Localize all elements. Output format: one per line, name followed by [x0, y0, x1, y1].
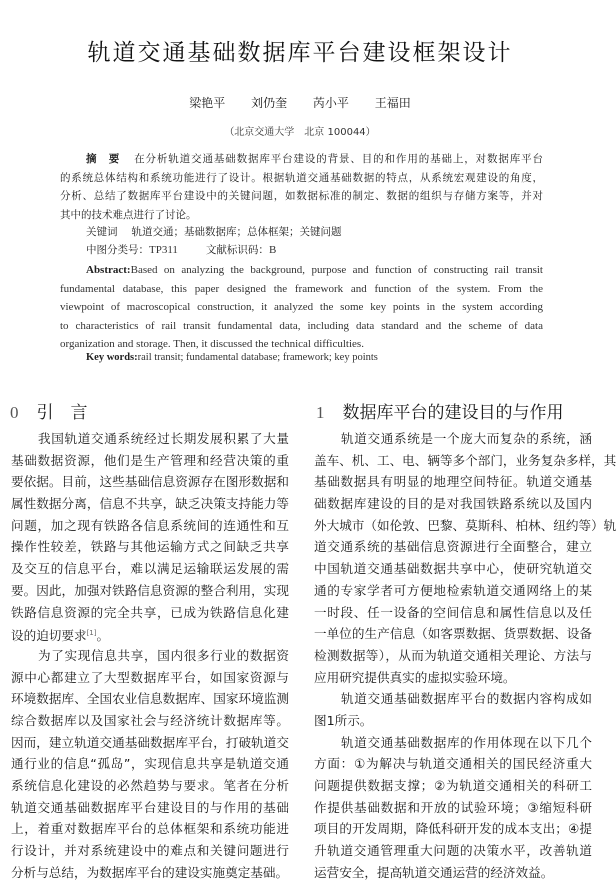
body-line: 系统信息化建设的必然趋势与要求。笔者在分析 [11, 778, 289, 793]
abstract-line: 的系统总体结构和系统功能进行了设计。根据轨道交通基础数据的特点，从系统宏观建设的角度， [60, 171, 543, 184]
keywords-en-value: rail transit; fundamental database; framework; key points [137, 352, 378, 363]
body-line: 中国轨道交通基础数据共享中心，使研究轨道交 [314, 561, 592, 577]
abstract-cn-label: 摘 要 [86, 153, 121, 165]
author: 刘仍奎 [251, 96, 288, 110]
body-line: 图1所示。 [314, 712, 373, 728]
body-line: 升轨道交通管理重大问题的决策水平，改善轨道 [314, 843, 592, 859]
clc-label: 中图分类号： [86, 244, 149, 256]
body-line: 综合数据库以及国家社会与经济统计数据库等。 [11, 712, 289, 728]
abstract-line: to characteristics of rail transit fundamental data, including data standard and the scheme of data [60, 319, 543, 332]
body-line: 方面：①为解决与轨道交通相关的国民经济重大 [314, 756, 592, 772]
author-list [0, 94, 600, 111]
body-line: 一单位的生产信息（如客票数据、货票数据、设备 [314, 626, 592, 642]
body-line: 设的迫切要求[1]。 [11, 628, 110, 644]
section-heading-purpose [316, 398, 564, 423]
abstract-line: 分析、总结了数据库平台建设中的关键问题，如数据标准的制定、数据的组织与存储方案等，并对 [60, 190, 543, 202]
abstract-line: organization and storage. Then, it discussed the technical difficulties. [60, 338, 364, 350]
body-line: 项目的开发周期，降低科研开发的成本支出；④提 [314, 821, 592, 837]
body-line: 基础数据具有明显的地理空间特征。轨道交通基 [314, 474, 592, 490]
author: 王福田 [374, 96, 411, 110]
keywords-cn [86, 224, 342, 239]
classification [86, 242, 276, 257]
abstract-line: fundamental database, this paper designed the framework and function of the system. From the [60, 282, 543, 295]
section-title: 数据库平台的建设目的与作用 [342, 403, 564, 423]
body-line: 因而，建立轨道交通基础数据库平台，打破轨道交 [11, 734, 289, 750]
keywords-cn-value: 轨道交通；基础数据库；总体框架；关键问题 [131, 226, 342, 238]
left-column [11, 428, 289, 880]
body-line: 轨道交通系统是一个庞大而复杂的系统，涵 [341, 431, 592, 446]
body-line: 我国轨道交通系统经过长期发展积累了大量 [38, 431, 289, 446]
section-number: 0 [10, 403, 19, 422]
abstract-en [60, 261, 543, 354]
citation-end: 。 [96, 628, 110, 644]
body-line: 检测数据等），从而为轨道交通相关理论、方法与 [314, 647, 592, 663]
body-line: 基础数据资源，他们是生产管理和经营决策的重 [11, 452, 289, 468]
body-line: 问题，加之现有铁路各信息系统间的连通性和互 [11, 517, 289, 533]
abstract-line: Based on analyzing the background, purpose and function of constructing rail transit [130, 264, 543, 276]
body-line: 应用研究提供真实的虚拟实验环境。 [314, 669, 516, 685]
keywords-en [86, 352, 378, 363]
body-line: 分析与总结，为数据库平台的建设实施奠定基础。 [11, 864, 289, 880]
paper-title: 轨道交通基础数据库平台建设框架设计 [87, 40, 513, 66]
body-line: 环境数据库、全国农业信息数据库、国家环境监测 [11, 691, 289, 707]
body-line: 通行业的信息“孤岛”，实现信息共享是轨道交通 [11, 756, 289, 772]
section-number: 1 [316, 403, 325, 422]
body-line: 外大城市（如伦敦、巴黎、莫斯科、柏林、纽约等）轨 [314, 517, 616, 533]
body-line: 础数据库建设的目的是对我国铁路系统以及国内 [314, 496, 592, 512]
body-line: 为了实现信息共享，国内很多行业的数据资 [38, 647, 289, 663]
abstract-cn [60, 150, 543, 224]
section-heading-introduction [10, 398, 88, 423]
doc-code-value: B [268, 244, 277, 256]
body-line: 属性数据分离，信息不共享，缺乏决策支持能力等 [11, 496, 289, 512]
doc-code-label: 文献标识码： [205, 244, 269, 256]
body-line: 要依据。目前，这些基础信息资源存在图形数据和 [11, 474, 289, 490]
abstract-line: 其中的技术难点进行了讨论。 [60, 208, 197, 221]
author: 梁艳平 [189, 96, 226, 110]
body-line: 轨道交通基础数据库平台建设目的与作用的基础 [11, 799, 289, 815]
body-line: 要。因此，加强对铁路信息资源的整合利用，实现 [11, 582, 289, 598]
clc-value: TP311 [149, 244, 178, 256]
body-line: 轨道交通基础数据库的作用体现在以下几个 [341, 734, 592, 750]
body-line: 盖车、机、工、电、辆等多个部门，业务复杂多样，其 [314, 452, 616, 468]
abstract-en-label: Abstract: [86, 264, 131, 276]
body-line: 通的专家学者可方便地检索轨道交通网络上的某 [314, 582, 592, 598]
body-line: 问题提供数据支撑；②为轨道交通相关的科研工 [314, 778, 592, 793]
abstract-line: viewpoint of macroscopical construction, it analyzed the some key points in the system according [60, 301, 543, 313]
affiliation: （北京交通大学 北京 100044） [224, 127, 376, 138]
body-line: 铁路信息资源的完全共享，已成为铁路信息化建 [11, 604, 289, 620]
body-line: 作提供基础数据和开放的试验环境；③缩短科研 [314, 799, 592, 815]
body-line: 轨道交通基础数据库平台的数据内容构成如 [341, 691, 592, 707]
body-line: 运营安全，提高轨道交通运营的经济效益。 [314, 864, 554, 880]
citation: [1] [86, 629, 97, 638]
body-line: 上，着重对数据库平台的总体框架和系统功能进 [11, 821, 289, 837]
right-column [314, 428, 616, 880]
author: 芮小平 [312, 96, 349, 110]
keywords-cn-label: 关键词 [86, 226, 118, 238]
body-line: 道交通系统的基础信息资源进行全面整合，建立 [314, 539, 592, 555]
section-title: 引 言 [36, 403, 88, 423]
body-line: 操作性较差，铁路与其他运输方式之间缺乏共享 [11, 539, 289, 555]
body-line: 行设计，并对系统建设中的难点和关键问题进行 [11, 843, 289, 859]
body-line: 一时段、任一设备的空间信息和属性信息以及任 [314, 604, 592, 620]
body-line: 源中心都建立了大型数据库平台，如国家资源与 [11, 669, 289, 685]
body-line: 及交互的信息平台，难以满足运输联运发展的需 [11, 561, 289, 577]
abstract-line: 在分析轨道交通基础数据库平台建设的背景、目的和作用的基础上，对数据库平台 [134, 153, 544, 165]
keywords-en-label: Key words: [86, 352, 138, 363]
